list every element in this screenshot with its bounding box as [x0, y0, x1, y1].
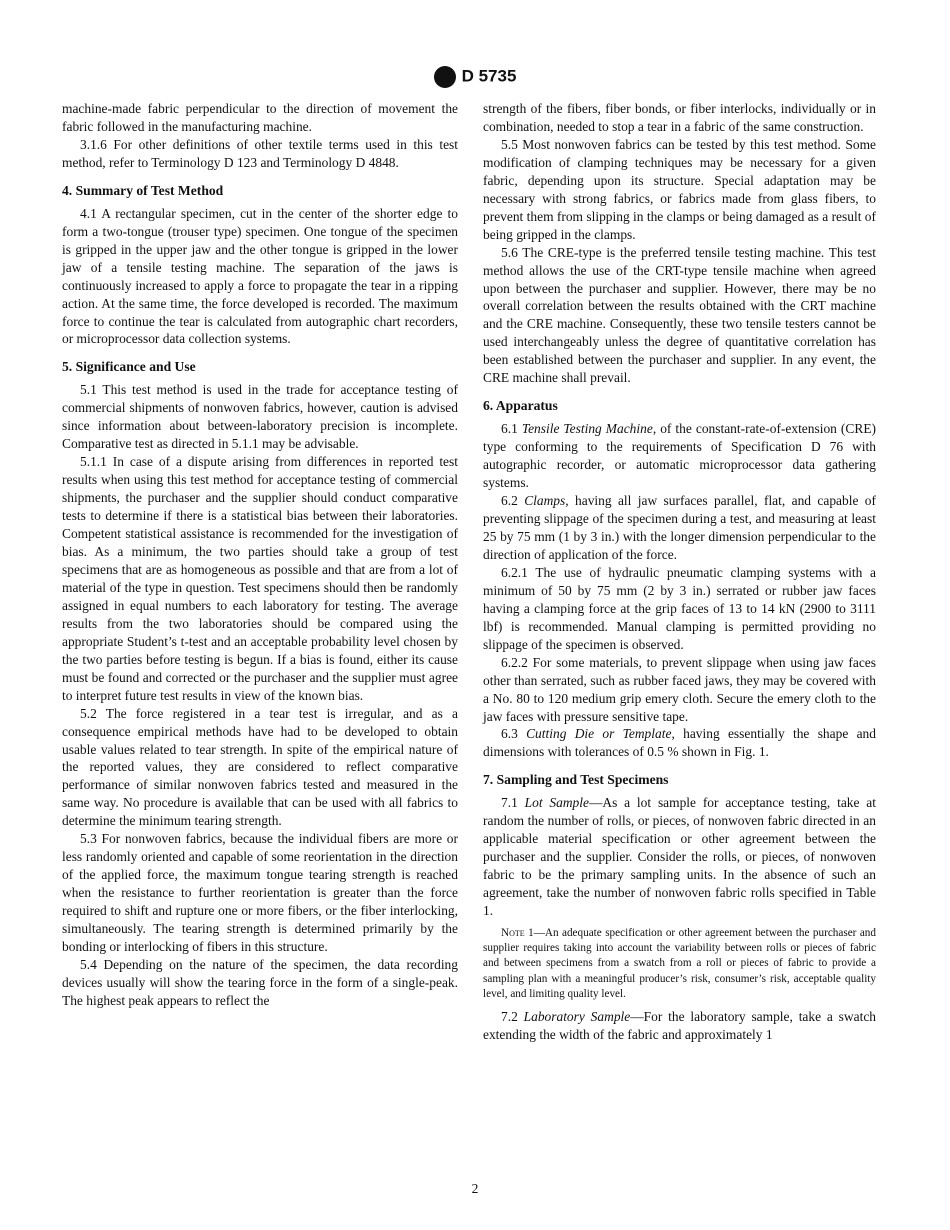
term: Tensile Testing Machine [521, 421, 653, 437]
page-header [0, 66, 950, 88]
num: 6.2 [501, 493, 525, 509]
text: —As a lot sample for acceptance testing, take at random the number of rolls, or pieces, of nonwoven fabric directed in an applicable material specification or other agreement between the purchaser and the supplier. Consider the rolls, or pieces, of nonwoven fabric to be the primary sampling units. In the absence of such an agreement, take the number of nonwoven fabric rolls specified in Table 1. [483, 795, 876, 919]
paragraph-6-1 [483, 420, 876, 492]
section-heading-7: 7. Sampling and Test Specimens [483, 772, 669, 788]
section-heading-6: 6. Apparatus [483, 398, 558, 414]
paragraph-4-1: 4.1 A rectangular specimen, cut in the center of the shorter edge to form a two-tongue (trouser type) specimen. One tongue of the specimen is gripped in the upper jaw and the other tongue is gripped in the lower jaw of a tensile testing machine. The separation of the jaws is continuously increased to apply a force to propagate the tear in a ripping action. At the same time, the force developed is recorded. The maximum force to continue the tear is calculated from autographic chart recorders, or microprocessor data collection systems. [62, 205, 458, 347]
num: 6.1 [501, 421, 522, 437]
section-heading-5: 5. Significance and Use [62, 359, 196, 375]
text: , having essentially the shape and dimensions with tolerances of 0.5 % shown in Fig. 1. [483, 726, 876, 760]
paragraph-6-2-2: 6.2.2 For some materials, to prevent slippage when using jaw faces other than serrated, such as rubber faced jaws, they may be covered with a No. 80 to 120 medium grip emery cloth. Secure the emery cloth to the jaw faces with pressure sensitive tape. [483, 654, 876, 724]
left-column [62, 100, 458, 1010]
term: Laboratory Sample [523, 1009, 631, 1025]
text: —For the laboratory sample, take a swatch extending the width of the fabric and approximately 1 [483, 1009, 877, 1042]
note-text: —An adequate specification or other agreement between the purchaser and supplier requires taking into account the variability between rolls or pieces of fabric and between specimens from a swatch from a roll or pieces of fabric to provide a sampling plan with a meaningful producer’s risk, consumer’s risk, acceptable quality level, and limiting quality level. [483, 927, 876, 1000]
note-label: Note 1 [501, 927, 534, 940]
paragraph-5-3: 5.3 For nonwoven fabrics, because the individual fibers are more or less randomly oriented and capable of some reorientation in the direction of the applied force, the maximum tongue tearing strength is reached when the resistance to further reorientation is greater than the force required to shift and rupture one or more fibers, or the fiber interlocking, simultaneously. The tearing strength is determined primarily by the bonding or interlocking of fibers in this structure. [62, 831, 458, 954]
num: 7.2 [501, 1009, 524, 1025]
paragraph-5-4: 5.4 Depending on the nature of the specimen, the data recording devices usually will show the tearing force in the form of a single-peak. The highest peak appears to reflect the [62, 956, 458, 1008]
paragraph-5-6: 5.6 The CRE-type is the preferred tensile testing machine. This test method allows the use of the CRT-type tensile machine when agreed upon between the purchaser and supplier. However, there may be no overall correlation between the results obtained with the CRT machine and the CRE machine. Consequently, these two tensile testers cannot be used interchangeably unless the degree of quantitative correlation has been established between the purchaser and supplier. In any event, the CRE machine shall prevail. [483, 244, 876, 386]
paragraph-5-1: 5.1 This test method is used in the trade for acceptance testing of commercial shipments of nonwoven fabrics, however, caution is advised since information about between-laboratory precision is incomplete. Comparative test as directed in 5.1.1 may be advisable. [62, 382, 458, 452]
astm-logo [434, 66, 456, 88]
term: Cutting Die or Template [526, 726, 672, 742]
section-heading-4: 4. Summary of Test Method [62, 182, 224, 198]
right-column [483, 100, 876, 1044]
page-number: 2 [471, 1181, 479, 1196]
paragraph-7-1 [483, 794, 876, 920]
paragraph-7-2 [483, 1008, 876, 1044]
paragraph-5-5: 5.5 Most nonwoven fabrics can be tested by this test method. Some modification of clamping techniques may be necessary for a given fabric, depending upon its structure. Special adaptation may be necessary with strong fabrics, or fabrics made from glass fibers, to prevent them from slipping in the clamps or being damaged as a result of being gripped in the clamps. [483, 136, 876, 242]
paragraph-6-2-1: 6.2.1 The use of hydraulic pneumatic clamping systems with a minimum of 50 by 75 mm (2 by 3 in.) serrated or rubber jaw faces having a clamping force at the grip faces of 13 to 14 kN (2900 to 3111 lbf) is recommended. Manual clamping is permitted providing no slippage of the specimen is observed. [483, 564, 876, 652]
text: , having all jaw surfaces parallel, flat, and capable of preventing slippage of the specimen during a test, and measuring at least 25 by 75 mm (1 by 3 in.) with the longer dimension perpendicular to the direction of application of the force. [483, 493, 877, 562]
paragraph: strength of the fibers, fiber bonds, or fiber interlocks, individually or in combination, needed to stop a tear in a fabric of the same construction. [483, 101, 876, 134]
paragraph-3-1-6: 3.1.6 For other definitions of other textile terms used in this test method, refer to Terminology D 123 and Terminology D 4848. [62, 136, 458, 170]
note-1 [483, 926, 876, 1002]
term: Lot Sample [524, 795, 589, 811]
paragraph-5-1-1: 5.1.1 In case of a dispute arising from differences in reported test results when using this test method for acceptance testing of commercial shipments, the purchaser and the supplier should conduct comparative tests to determine if there is a statistical bias between their laboratories. Competent statistical assistance is recommended for the investigation of bias. As a minimum, the two parties should take a group of test specimens that are as homogeneous as possible and that are from a lot of material of the type in question. Test specimens should then be randomly assigned in equal numbers to each laboratory for testing. The average results from the two laboratories should be compared using the appropriate Student’s t-test and an acceptable probability level chosen by the two parties before testing is begun. If a bias is found, either its cause must be found and corrected or the purchaser and the supplier must agree to interpret future test results in view of the known bias. [62, 454, 458, 703]
paragraph: machine-made fabric perpendicular to the direction of movement the fabric followed in the manufacturing machine. [62, 101, 458, 134]
paragraph-6-3 [483, 725, 876, 761]
num: 6.3 [501, 726, 527, 742]
text: , of the constant-rate-of-extension (CRE) type conforming to the requirements of Specification D 76 with autographic recorder, or automatic microprocessor data gathering systems. [483, 421, 876, 491]
paragraph-5-2: 5.2 The force registered in a tear test is irregular, and as a consequence empirical methods have had to be developed to obtain usable values related to tear strength. In spite of the empirical nature of the reported values, they are considered to reflect comparative performance of similar nonwoven fabrics tested and measured in the same way. No procedure is available that can be used with all fabrics to determine the minimum tearing strength. [62, 705, 458, 829]
num: 7.1 [501, 795, 525, 811]
term: Clamps [524, 493, 566, 509]
paragraph-6-2 [483, 492, 876, 564]
designation: D 5735 [461, 66, 517, 86]
